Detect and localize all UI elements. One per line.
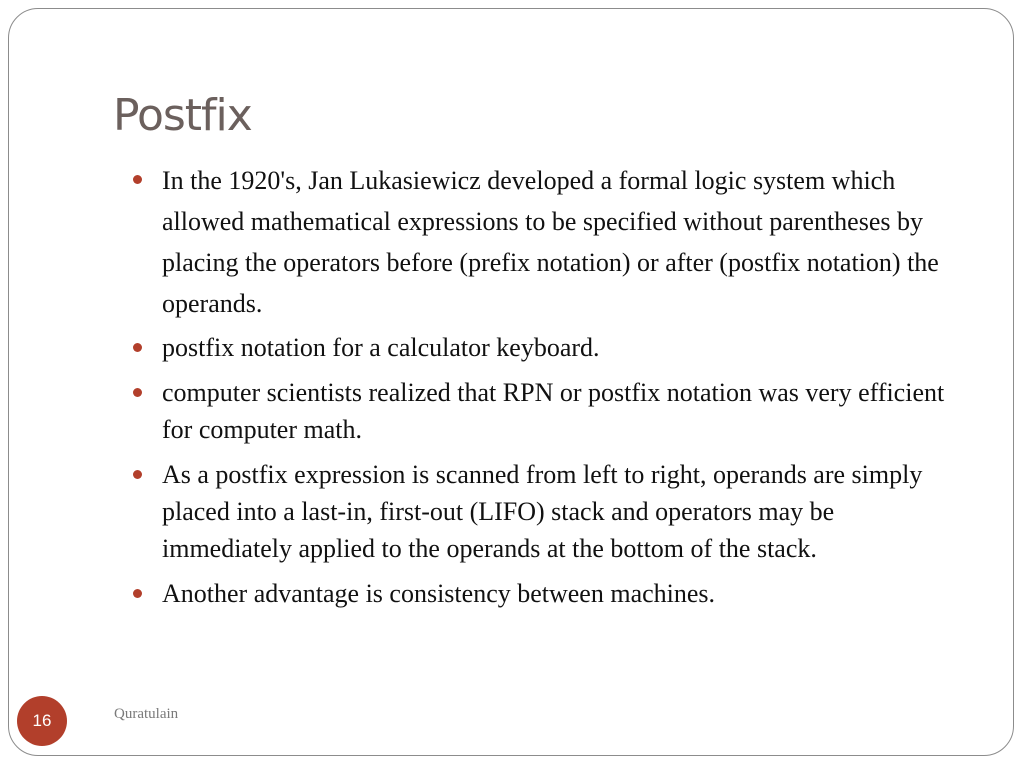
footer-author: Quratulain [114,706,179,722]
bullet-item [133,160,963,324]
bullet-text: postfix notation for a calculator keyboard. [162,333,600,362]
bullet-text: As a postfix expression is scanned from left to right, operands are simply placed into a last-in, first-out (LIFO) stack and operators may be immediately applied to the operands at the bottom of the stack. [162,460,923,563]
bullet-text: Another advantage is consistency between machines. [162,579,716,608]
bullet-item [133,456,963,567]
bullet-text: In the 1920's, Jan Lukasiewicz developed a formal logic system which allowed mathematical expressions to be specified without parentheses by placing the operators before (prefix notation) or after (postfix notation) the operands. [162,166,939,318]
slide-number-badge: 16 [17,696,67,746]
bullet-text: computer scientists realized that RPN or postfix notation was very efficient for computer math. [162,378,945,444]
slide-title: Postfix [113,90,252,141]
bullet-item [133,329,963,366]
bullet-item [133,575,963,612]
bullet-item [133,374,963,448]
bullet-dot-icon [133,343,142,352]
bullet-list [133,160,963,612]
bullet-dot-icon [133,470,142,479]
bullet-dot-icon [133,388,142,397]
bullet-dot-icon [133,589,142,598]
bullet-dot-icon [133,175,142,184]
